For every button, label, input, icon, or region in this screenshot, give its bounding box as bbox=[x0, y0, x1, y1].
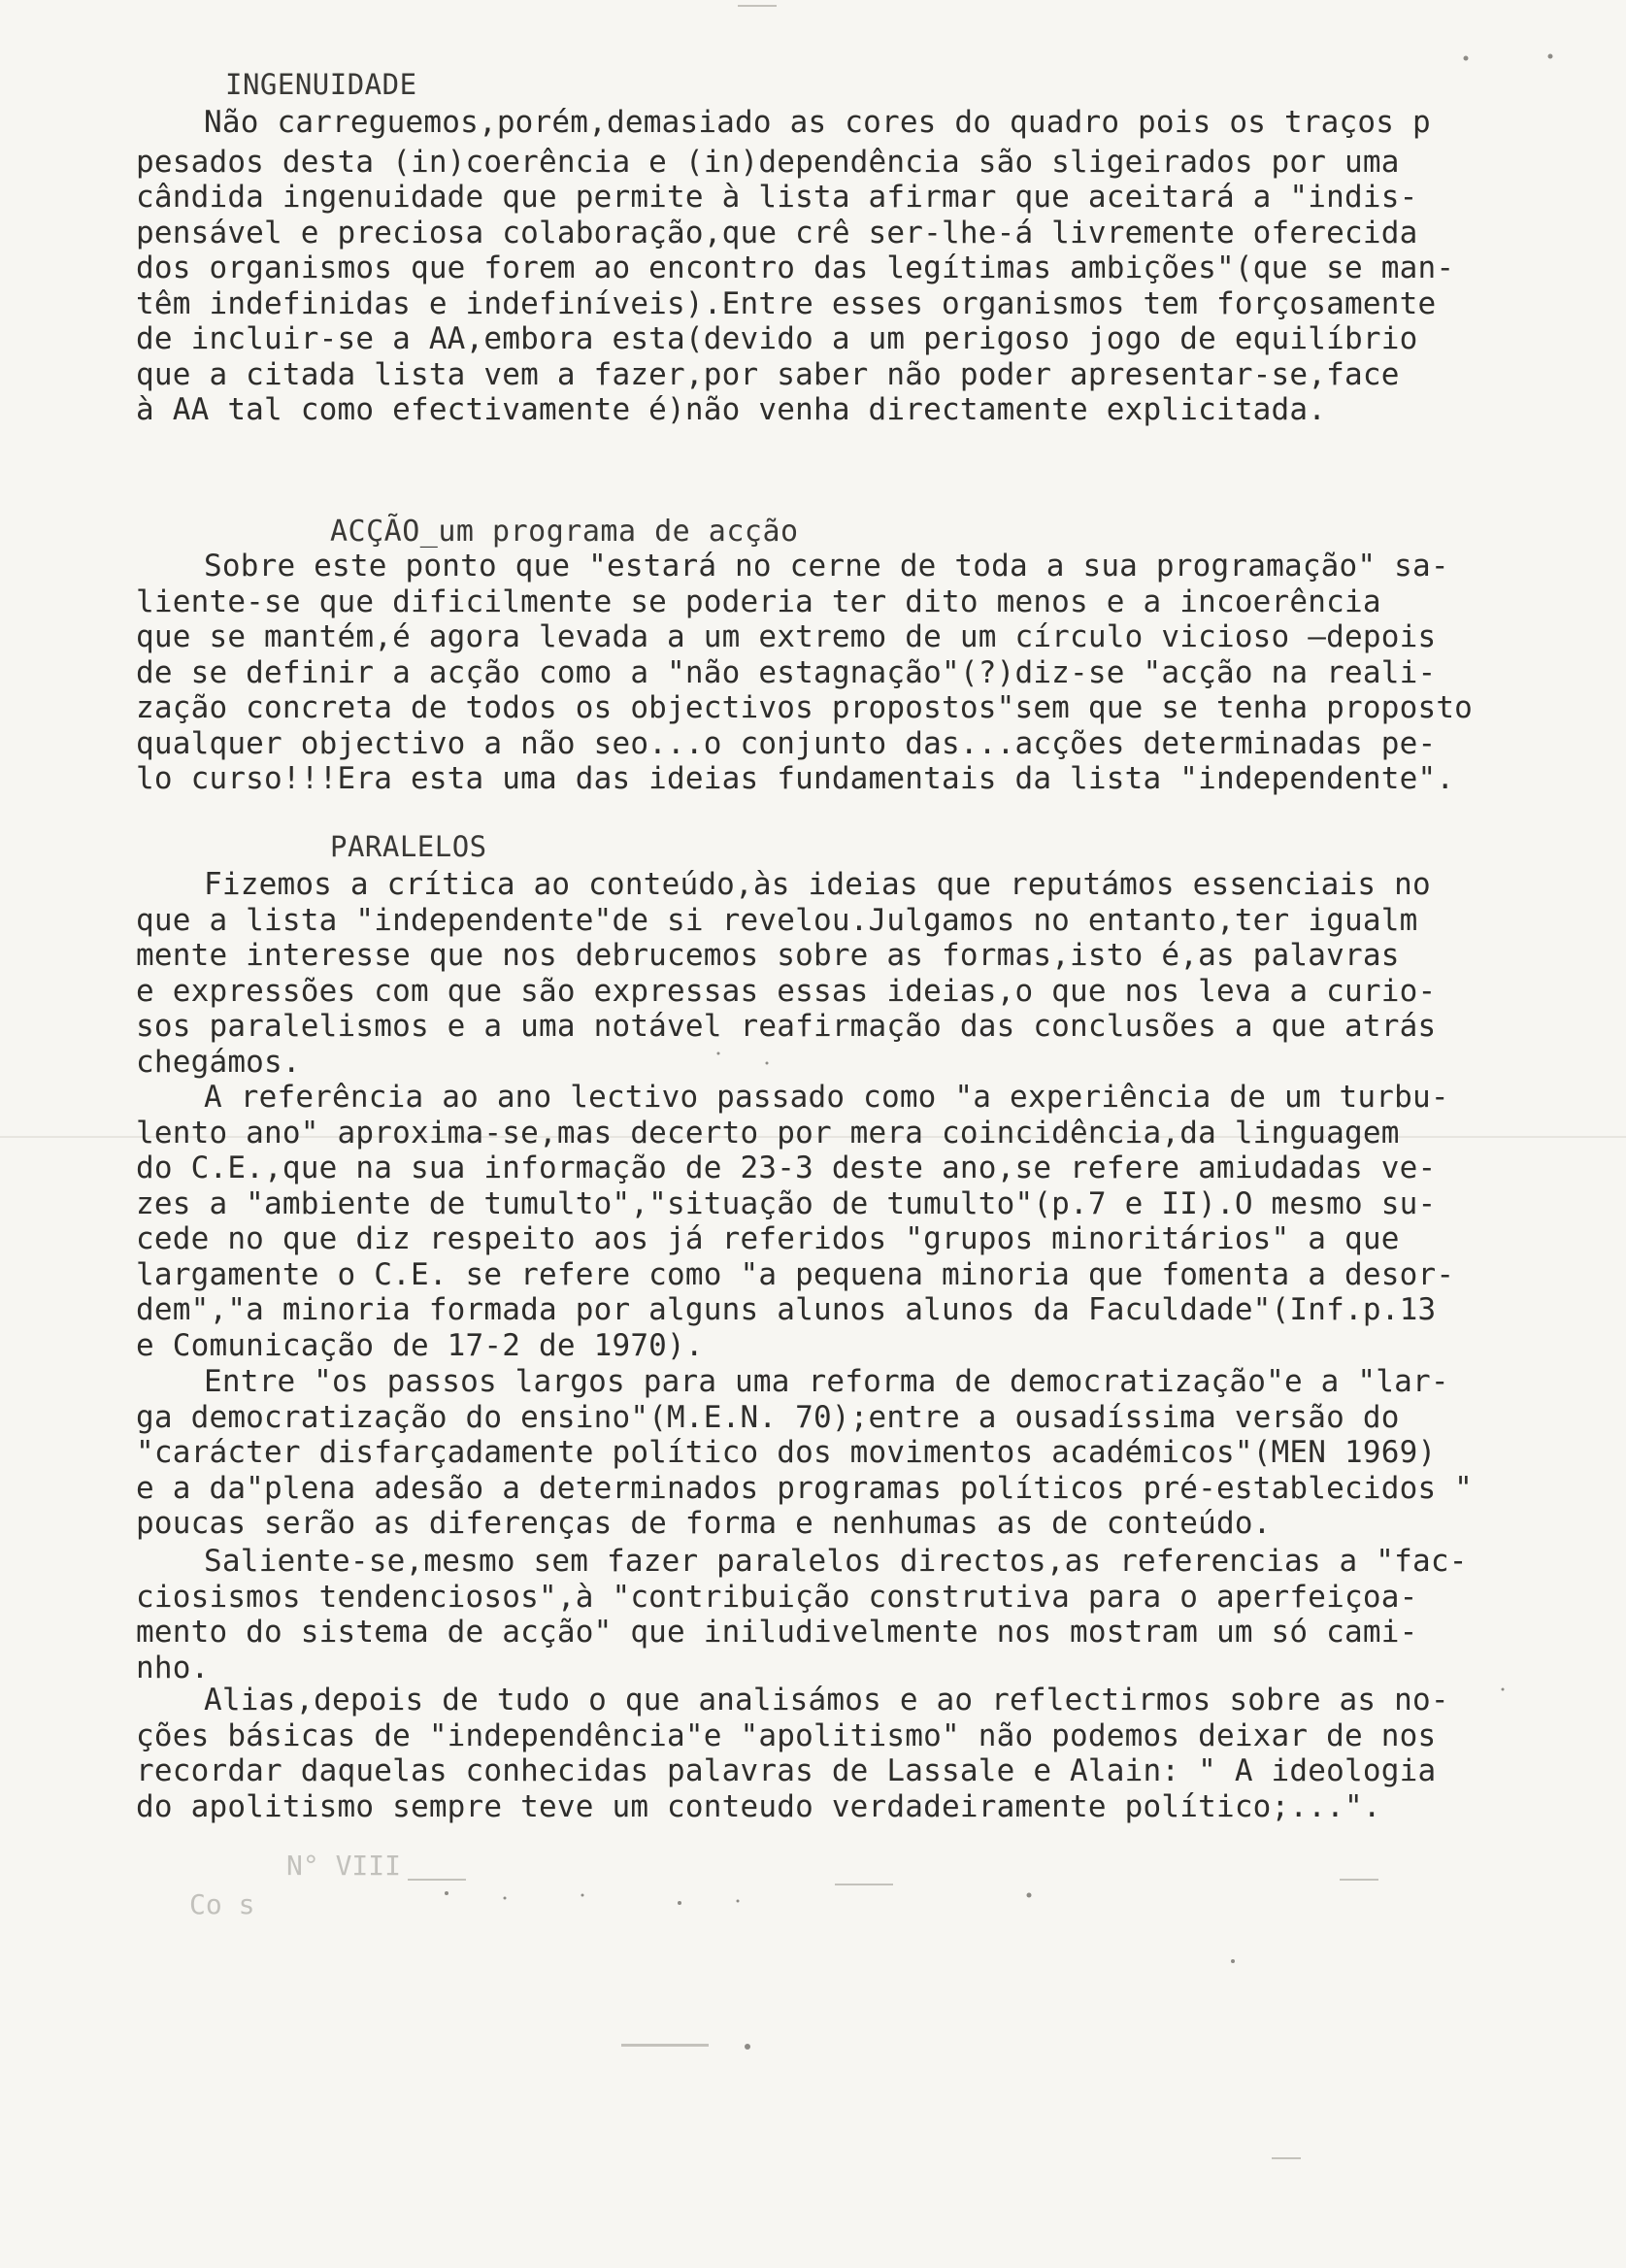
text-line: e Comunicação de 17-2 de 1970). bbox=[136, 1327, 704, 1363]
text-line: que a citada lista vem a fazer,por saber não poder apresentar-se,face bbox=[136, 356, 1400, 392]
text-line: mente interesse que nos debrucemos sobre as formas,isto é,as palavras bbox=[136, 938, 1400, 973]
text-line: qualquer objectivo a não seo...o conjunto das...acções determinadas pe- bbox=[136, 725, 1437, 761]
text-line: Não carreguemos,porém,demasiado as cores do quadro pois os traços p bbox=[204, 105, 1431, 140]
text-line: A referência ao ano lectivo passado como "a experiência de um turbu- bbox=[204, 1080, 1449, 1115]
text-line: Saliente-se,mesmo sem fazer paralelos directos,as referencias a "fac- bbox=[204, 1544, 1468, 1579]
text-line: pesados desta (in)coerência e (in)dependência são sligeirados por uma bbox=[136, 144, 1400, 180]
text-line: têm indefinidas e indefiníveis).Entre esses organismos tem forçosamente bbox=[136, 285, 1437, 321]
text-line: de incluir-se a AA,embora esta(devido a um perigoso jogo de equilíbrio bbox=[136, 321, 1418, 356]
footer-fragment: Co s bbox=[189, 1888, 255, 1920]
footer-fragment: N° VIII bbox=[286, 1850, 402, 1882]
text-line: dos organismos que forem ao encontro das legítimas ambições"(que se man- bbox=[136, 250, 1455, 285]
text-line: poucas serão as diferenças de forma e nenhumas as de conteúdo. bbox=[136, 1506, 1272, 1541]
text-line: do C.E.,que na sua informação de 23-3 deste ano,se refere amiudadas ve- bbox=[136, 1151, 1437, 1185]
text-line: lento ano" aproxima-se,mas decerto por mera coincidência,da linguagem bbox=[136, 1115, 1400, 1151]
text-line: que a lista "independente"de si revelou.Julgamos no entanto,ter igualm bbox=[136, 902, 1418, 938]
text-line: nho. bbox=[136, 1650, 210, 1685]
text-line: Sobre este ponto que "estará no cerne de toda a sua programação" sa- bbox=[204, 549, 1449, 584]
text-line: ções básicas de "independência"e "apolitismo" não podemos deixar de nos bbox=[136, 1718, 1437, 1753]
text-line: e a da"plena adesão a determinados programas políticos pré-establecidos " bbox=[136, 1470, 1474, 1506]
text-line: de se definir a acção como a "não estagnação"(?)diz-se "acção na reali- bbox=[136, 654, 1437, 690]
text-line: chegámos. bbox=[136, 1044, 301, 1080]
text-line: pensável e preciosa colaboração,que crê ser-lhe-á livremente oferecida bbox=[136, 215, 1418, 250]
text-line: "carácter disfarçadamente político dos movimentos académicos"(MEN 1969) bbox=[136, 1435, 1437, 1470]
text-line: cândida ingenuidade que permite à lista afirmar que aceitará a "indis- bbox=[136, 180, 1418, 215]
text-line: recordar daquelas conhecidas palavras de Lassale e Alain: " A ideologia bbox=[136, 1753, 1437, 1788]
text-line: Alias,depois de tudo o que analisámos e ao reflectirmos sobre as no- bbox=[204, 1683, 1449, 1718]
text-line: lo curso!!!Era esta uma das ideias fundamentais da lista "independente". bbox=[136, 761, 1455, 796]
text-line: largamente o C.E. se refere como "a pequena minoria que fomenta a desor- bbox=[136, 1256, 1455, 1292]
text-line: zação concreta de todos os objectivos propostos"sem que se tenha proposto bbox=[136, 690, 1474, 725]
text-line: ciosismos tendenciosos",à "contribuição construtiva para o aperfeiçoa- bbox=[136, 1579, 1418, 1615]
text-line: zes a "ambiente de tumulto","situação de tumulto"(p.7 e II).O mesmo su- bbox=[136, 1185, 1437, 1221]
text-line: à AA tal como efectivamente é)não venha directamente explicitada. bbox=[136, 392, 1327, 427]
text-line: e expressões com que são expressas essas ideias,o que nos leva a curio- bbox=[136, 973, 1437, 1009]
text-line: ga democratização do ensino"(M.E.N. 70);entre a ousadíssima versão do bbox=[136, 1399, 1400, 1435]
text-line: liente-se que dificilmente se poderia ter dito menos e a incoerência bbox=[136, 584, 1381, 619]
text-line: dem","a minoria formada por alguns alunos alunos da Faculdade"(Inf.p.13 bbox=[136, 1292, 1437, 1327]
section-heading-paralelos: PARALELOS bbox=[330, 830, 487, 863]
text-line: que se mantém,é agora levada a um extremo de um círculo vicioso —depois bbox=[136, 619, 1437, 654]
text-line: sos paralelismos e a uma notável reafirmação das conclusões a que atrás bbox=[136, 1009, 1437, 1044]
text-line: cede no que diz respeito aos já referidos "grupos minoritários" a que bbox=[136, 1221, 1400, 1256]
section-heading-ingenuidade: INGENUIDADE bbox=[225, 68, 417, 101]
text-line: do apolitismo sempre teve um conteudo verdadeiramente político;...". bbox=[136, 1788, 1381, 1824]
text-line: mento do sistema de acção" que iniludivelmente nos mostram um só cami- bbox=[136, 1615, 1418, 1650]
text-line: Fizemos a crítica ao conteúdo,às ideias que reputámos essenciais no bbox=[204, 867, 1431, 902]
section-heading-accao: ACÇÃO_um programa de acção bbox=[330, 515, 799, 549]
text-line: Entre "os passos largos para uma reforma de democratização"e a "lar- bbox=[204, 1364, 1449, 1399]
